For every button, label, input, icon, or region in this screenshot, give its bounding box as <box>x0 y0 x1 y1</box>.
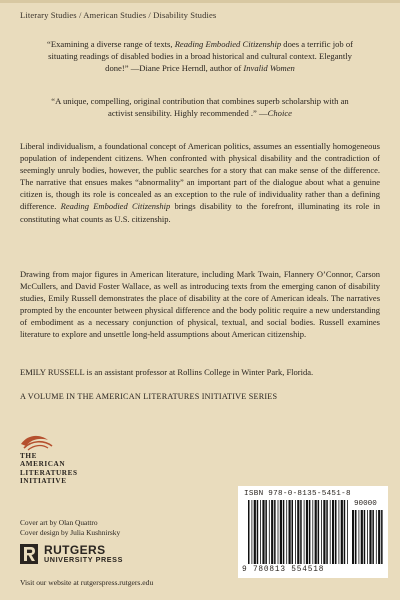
cover-art-credit: Cover art by Olan Quattro <box>20 518 98 527</box>
series-logo-line-3: LITERATURES <box>20 468 78 477</box>
quote-1-attribution-work: Invalid Women <box>243 63 295 74</box>
publisher-subtitle: UNIVERSITY PRESS <box>44 555 123 564</box>
series-line: A VOLUME IN THE AMERICAN LITERATURES INITIATIVE SERIES <box>20 392 278 401</box>
publisher-name: RUTGERS <box>44 543 106 557</box>
website-line: Visit our website at rutgerspress.rutgers.edu <box>20 578 154 587</box>
quote-2-text: “A unique, compelling, original contribution that combines superb scholarship with an activist sensibility. Highly recommended .” <box>51 96 349 119</box>
p1-after: brings disability to the forefront, illuminating its role in constituting what counts as U.S. citizenship. <box>20 201 380 224</box>
quote-2-attribution-work: Choice <box>267 108 292 119</box>
cover-design-credit: Cover design by Julia Kushnirsky <box>20 528 121 537</box>
description-paragraph-1 <box>20 140 380 225</box>
author-bio: EMILY RUSSELL is an assistant professor at Rollins College in Winter Park, Florida. <box>20 367 314 377</box>
series-logo-line-1: THE <box>20 452 37 460</box>
p1-title: Reading Embodied Citizenship <box>60 201 171 212</box>
quote-1-middle: does a terrific job of situating readings of disabled bodies in a broad historical and cultural context. Elegantly done!” <box>48 39 353 74</box>
series-logo-line-4: INITIATIVE <box>20 477 67 486</box>
rutgers-press-logo <box>20 542 160 566</box>
top-border <box>0 0 400 3</box>
blurb-quote-2 <box>40 95 360 119</box>
series-logo-line-2: AMERICAN <box>20 460 66 469</box>
rutgers-r-icon <box>20 544 38 564</box>
price-barcode-bars <box>352 510 384 564</box>
quote-1-open: “Examining a diverse range of texts, <box>47 39 175 49</box>
isbn-barcode-box <box>238 486 388 578</box>
quote-2-attribution: — <box>256 108 268 119</box>
category-line: Literary Studies / American Studies / Disability Studies <box>20 10 217 20</box>
barcode-digits: 9 780813 554518 <box>242 566 325 574</box>
cover-credits <box>20 518 120 538</box>
isbn-barcode-bars <box>248 500 348 564</box>
description-paragraph-2: Drawing from major figures in American literature, including Mark Twain, Flannery O’Connor, Carson McCullers, and David Foster Wallace, as well as introducing texts from the emerging canon of disability studies, Emily Russell demonstrates the place of disability at the core of American ideals. The narratives prompted by the encounter between physical difference and the body politic require a new understanding of embodiment as a necessary conjunction of physical, textual, and social bodies. Russell examines literature to explore and unsettle long-held assumptions about American citizenship. <box>20 269 380 340</box>
quote-1-title: Reading Embodied Citizenship <box>174 39 282 49</box>
quote-1-attribution: —Diane Price Herndl, author of <box>128 63 244 74</box>
isbn-label: ISBN 978-0-8135-5451-8 <box>244 490 351 498</box>
series-logo-text <box>20 452 78 486</box>
blurb-quote-1 <box>40 38 360 75</box>
price-code: 90000 <box>354 500 377 508</box>
p1-before: Liberal individualism, a foundational concept of American politics, assumes an essentially homogeneous population of independent citizens. When confronted with physical disability and the contradiction of seemingly unruly bodies, however, the public searches for a story that can make sense of the difference. The narrative that ensues makes “abnormality” an important part of the dialogue about what a genuine citizen is, though its role is concealed as an exception to the rule of individuality rather than a defining difference. <box>20 141 380 212</box>
